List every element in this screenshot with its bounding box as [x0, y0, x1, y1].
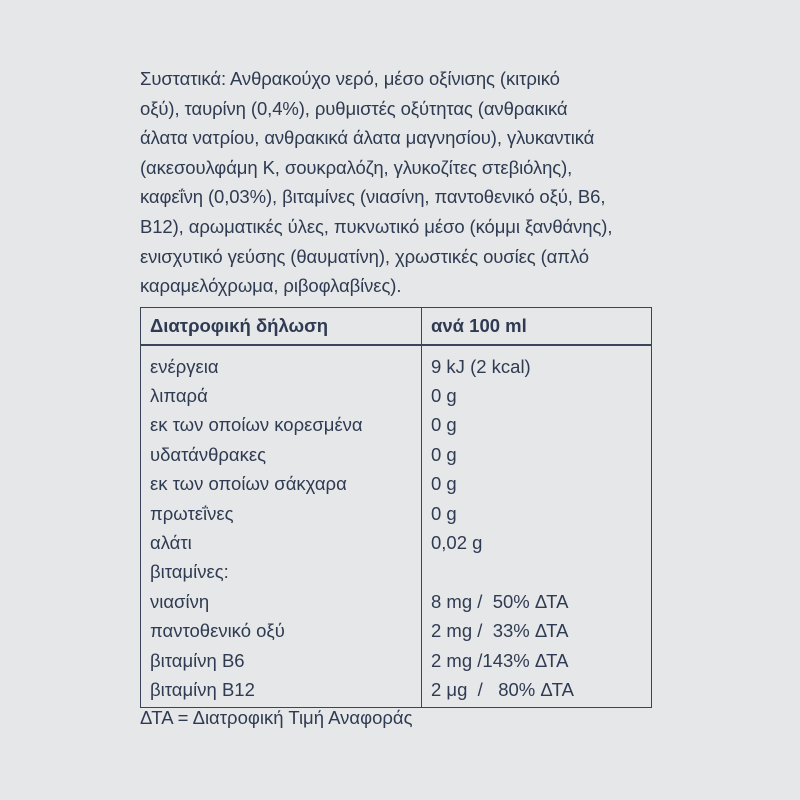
nutrient-name: εκ των οποίων σάκχαρα [141, 470, 422, 499]
nutrient-name: λιπαρά [141, 381, 422, 410]
nutrient-value [422, 558, 652, 587]
table-row [141, 381, 652, 410]
ingredients-line: άλατα νατρίου, ανθρακικά άλατα μαγνησίου), γλυκαντικά [140, 127, 595, 149]
nutrient-value: 0 g [422, 470, 652, 499]
nutrient-value: 2 mg / 33% ΔΤΑ [422, 617, 652, 646]
ingredients-line: Συστατικά: Ανθρακούχο νερό, μέσο οξίνισης (κιτρικό [140, 68, 560, 89]
nutrient-name: ενέργεια [141, 345, 422, 381]
nutrient-value: 0,02 g [422, 528, 652, 557]
ingredients-line: οξύ), ταυρίνη (0,4%), ρυθμιστές οξύτητας (ανθρακικά [140, 97, 568, 119]
nutrition-header-per-100ml: ανά 100 ml [422, 308, 652, 346]
ingredients-line: καφεΐνη (0,03%), βιταμίνες (νιασίνη, παντοθενικό οξύ, Β6, [140, 186, 606, 208]
nutrient-value: 0 g [422, 411, 652, 440]
table-row [141, 528, 652, 557]
nutrient-value: 0 g [422, 381, 652, 410]
nutrient-name: παντοθενικό οξύ [141, 617, 422, 646]
ingredients-line: καραμελόχρωμα, ριβοφλαβίνες). [140, 275, 402, 297]
table-row [141, 440, 652, 469]
table-row [141, 587, 652, 616]
nutrient-name: βιταμίνη Β12 [141, 675, 422, 707]
ingredients-line: (ακεσουλφάμη Κ, σουκραλόζη, γλυκοζίτες στεβιόλης), [140, 156, 573, 178]
nutrition-table [140, 307, 652, 708]
nutrient-name: υδατάνθρακες [141, 440, 422, 469]
table-row [141, 646, 652, 675]
nutrient-value: 2 mg /143% ΔΤΑ [422, 646, 652, 675]
nutrient-value: 2 μg / 80% ΔΤΑ [422, 675, 652, 707]
table-row [141, 558, 652, 587]
nutrient-name: βιταμίνες: [141, 558, 422, 587]
table-row [141, 675, 652, 707]
footnote: ΔΤΑ = Διατροφική Τιμή Αναφοράς [140, 707, 413, 728]
nutrient-name: βιταμίνη Β6 [141, 646, 422, 675]
nutrition-header-row [141, 308, 652, 346]
nutrient-value: 9 kJ (2 kcal) [422, 345, 652, 381]
ingredients-line: Β12), αρωματικές ύλες, πυκνωτικό μέσο (κόμμι ξανθάνης), [140, 215, 613, 237]
nutrient-name: πρωτεΐνες [141, 499, 422, 528]
nutrient-name: νιασίνη [141, 587, 422, 616]
nutrient-name: εκ των οποίων κορεσμένα [141, 411, 422, 440]
ingredients-text [140, 64, 680, 301]
ingredients-line: ενισχυτικό γεύσης (θαυματίνη), χρωστικές ουσίες (απλό [140, 245, 589, 267]
table-row [141, 411, 652, 440]
table-row [141, 617, 652, 646]
table-row [141, 470, 652, 499]
nutrient-value: 0 g [422, 440, 652, 469]
table-row [141, 345, 652, 381]
nutrient-value: 0 g [422, 499, 652, 528]
nutrient-value: 8 mg / 50% ΔΤΑ [422, 587, 652, 616]
nutrition-header-label: Διατροφική δήλωση [141, 308, 422, 346]
nutrient-name: αλάτι [141, 528, 422, 557]
table-row [141, 499, 652, 528]
